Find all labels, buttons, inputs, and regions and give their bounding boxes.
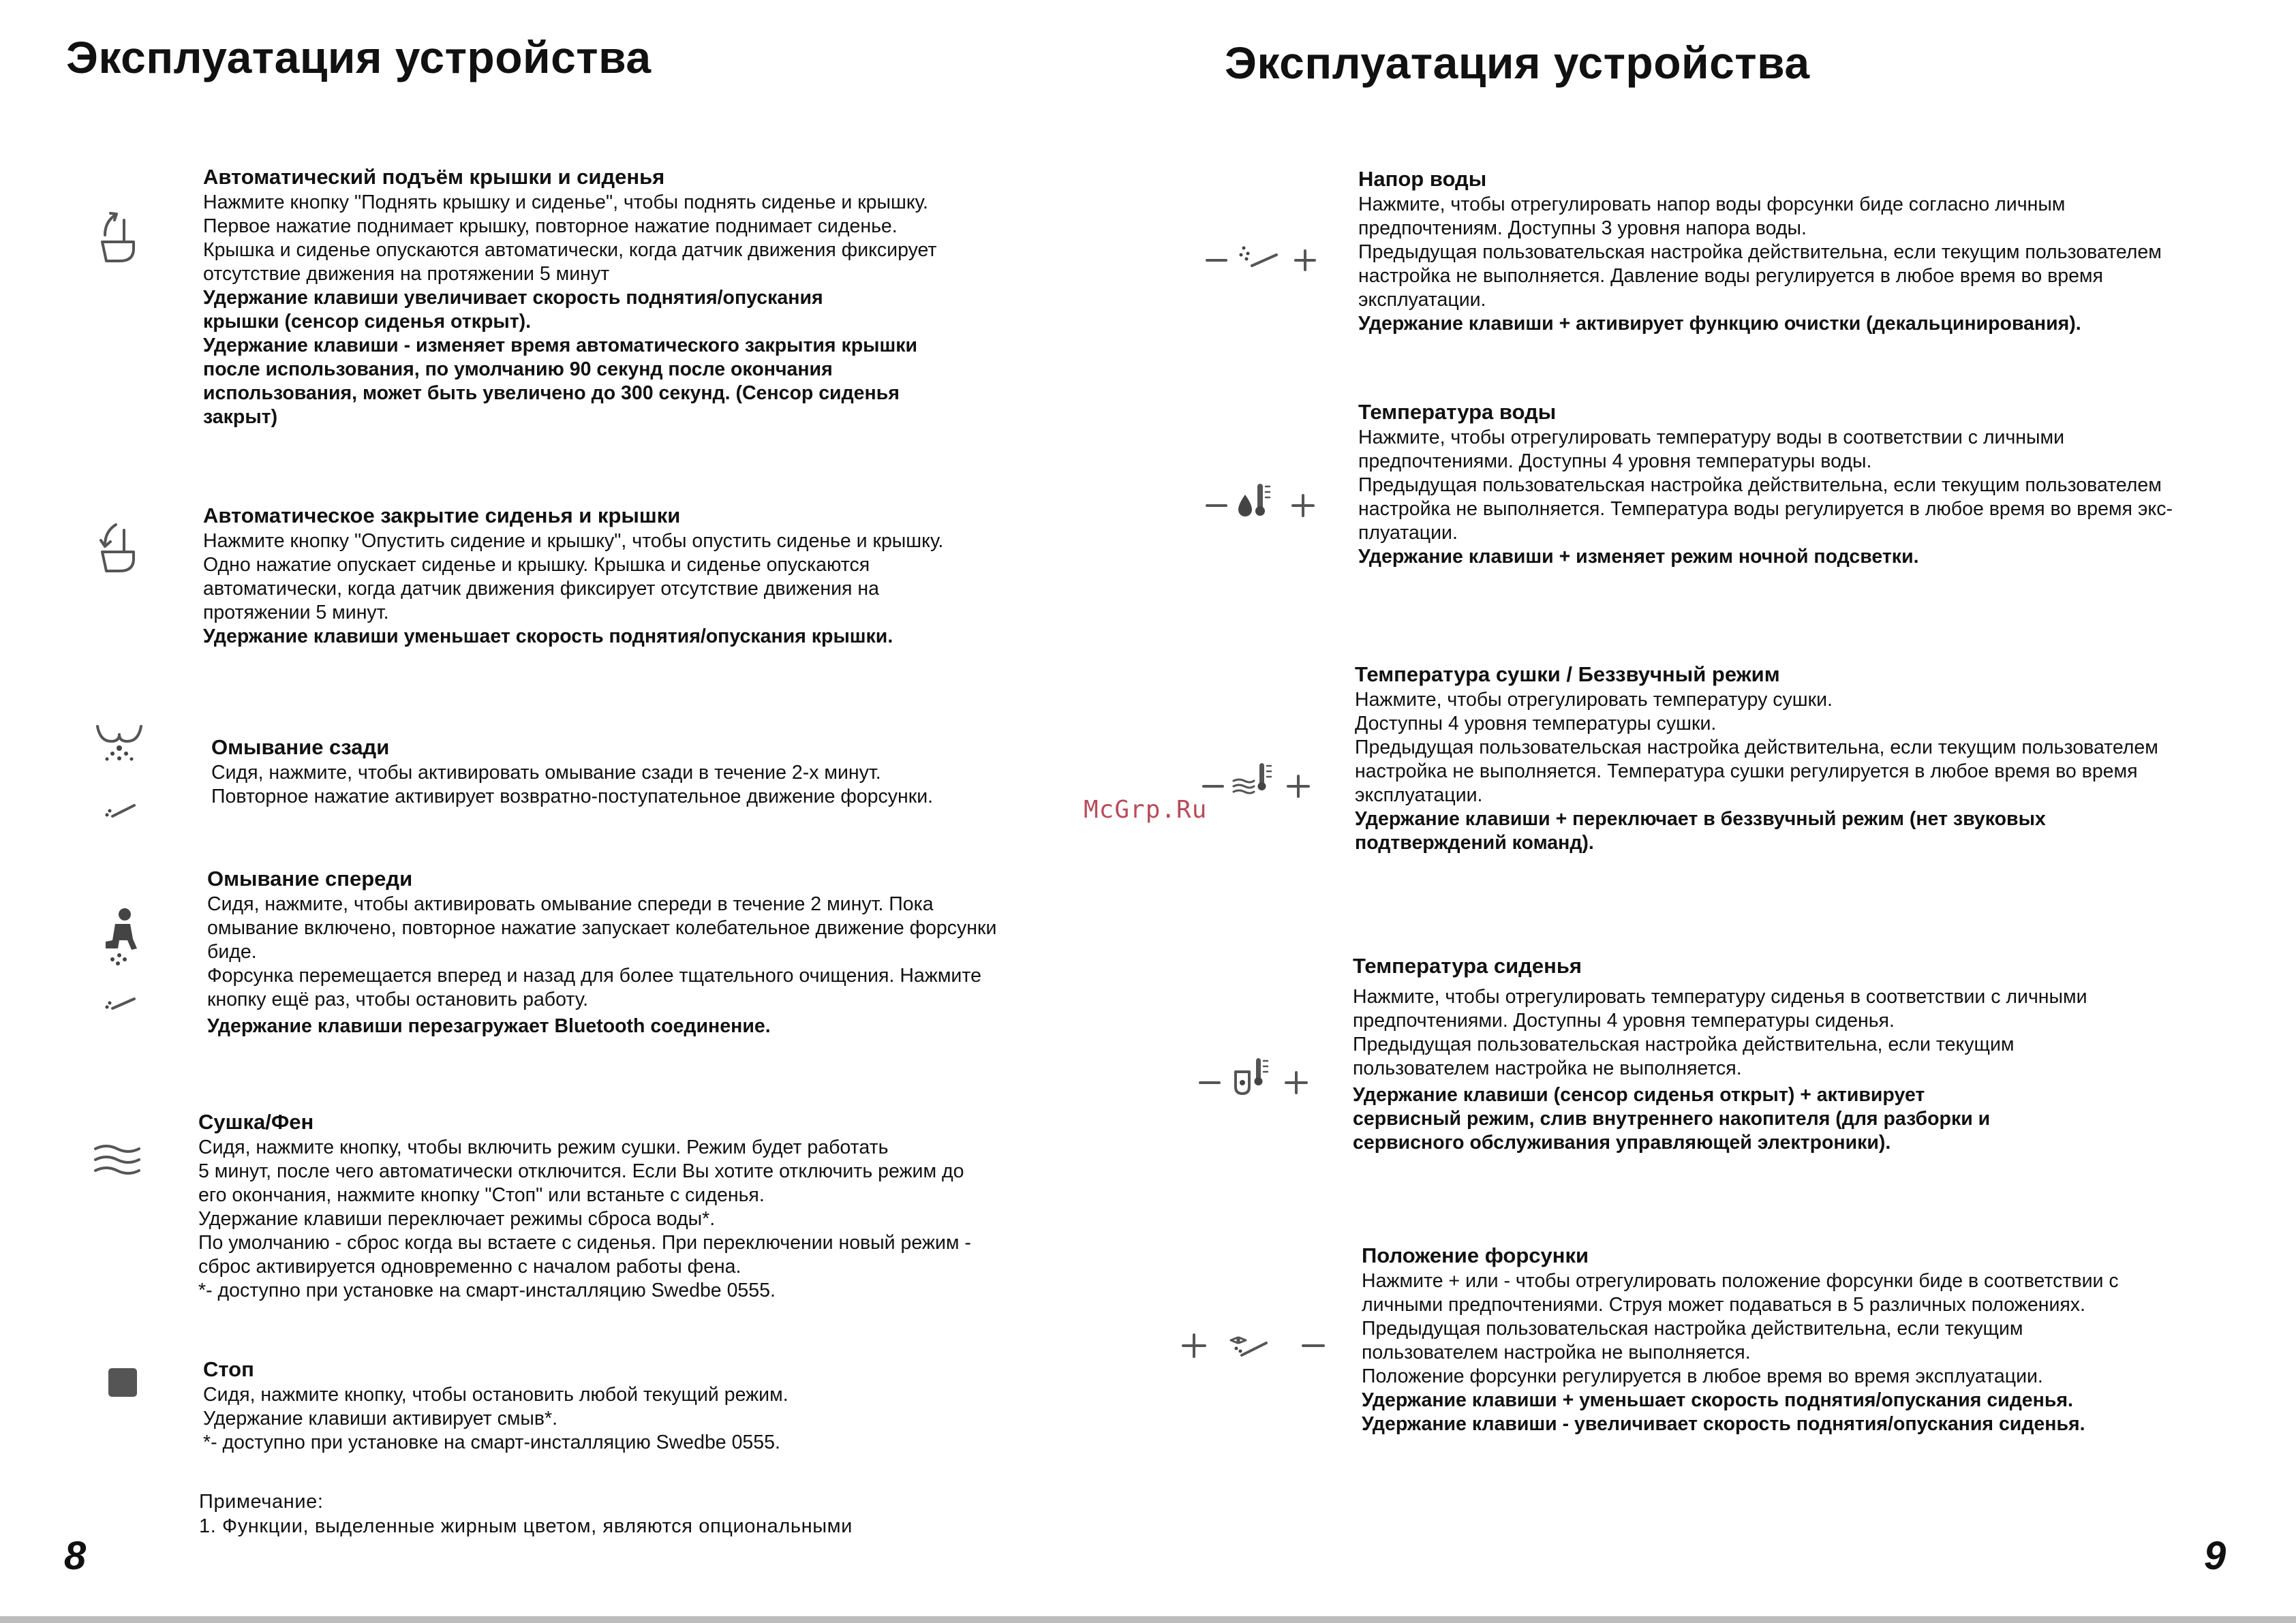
text-line: настройка не выполняется. Давление воды регулируется в любое время во время (1358, 265, 2103, 287)
bold-text-line: Удержание клавиши увеличивает скорость поднятия/опускания (203, 287, 823, 309)
text-line: 5 минут, после чего автоматически отключится. Если Вы хотите отключить режим до (198, 1160, 964, 1182)
text-line: плуатации. (1358, 522, 1458, 544)
text-line: настройка не выполняется. Температура воды регулируется в любое время во время экс- (1358, 498, 2173, 520)
section-heading: Автоматический подъём крышки и сиденья (203, 165, 665, 189)
text-line: его окончания, нажмите кнопку "Стоп" или встаньте с сиденья. (198, 1184, 765, 1206)
section-heading: Температура сушки / Беззвучный режим (1355, 662, 1780, 686)
text-line: Предыдущая пользовательская настройка действительна, если текущим (1353, 1034, 2015, 1055)
text-line: биде. (207, 941, 257, 963)
text-line: Удержание клавиши активирует смыв*. (203, 1408, 558, 1429)
section-heading: Стоп (203, 1357, 254, 1381)
section-heading: Сушка/Фен (198, 1110, 314, 1134)
bold-text-line: после использования, по умолчанию 90 секунд после окончания (203, 358, 833, 380)
text-line: Удержание клавиши переключает режимы сброса воды*. (198, 1208, 716, 1230)
text-line: Нажмите + или - чтобы отрегулировать положение форсунки биде в соответствии с (1362, 1270, 2119, 1292)
bold-text-line: Удержание клавиши - изменяет время автоматического закрытия крышки (203, 335, 918, 356)
left-page-number: 8 (64, 1534, 87, 1578)
water-temperature-icon (1203, 477, 1319, 525)
dryer-temperature-icon (1199, 758, 1315, 805)
seat-temperature-icon (1196, 1053, 1312, 1100)
section-water-pressure (1358, 166, 2258, 336)
text-line: сброс активируется одновременно с началом работы фена. (198, 1256, 741, 1278)
text-line: Сидя, нажмите, чтобы активировать омывание спереди в течение 2 минут. Пока (207, 893, 934, 915)
lid-open-icon (95, 208, 143, 266)
water-pressure-icon (1203, 240, 1319, 281)
bold-text-line: Удержание клавиши - увеличивает скорость поднятия/опускания сиденья. (1362, 1413, 2085, 1435)
section-lid-open (203, 164, 1089, 429)
text-line: эксплуатации. (1358, 289, 1486, 311)
bold-text-line: Удержание клавиши (сенсор сиденья открыт) + активирует (1353, 1084, 1925, 1106)
bold-text-line: подтверждений команд). (1355, 832, 1594, 854)
section-water-temperature (1358, 399, 2258, 569)
bold-text-line: Удержание клавиши + переключает в беззвучный режим (нет звуковых (1355, 808, 2046, 830)
section-heading: Напор воды (1358, 167, 1487, 191)
text-line: Предыдущая пользовательская настройка действительна, если текущим пользователем (1358, 474, 2162, 496)
text-line: Нажмите, чтобы отрегулировать напор воды форсунки биде согласно личным (1358, 194, 2066, 215)
text-line: Сидя, нажмите, чтобы активировать омывание сзади в течение 2-х минут. (211, 762, 881, 784)
section-heading: Положение форсунки (1362, 1243, 1589, 1267)
footnote-label: Примечание: (199, 1491, 324, 1513)
text-line: Форсунка перемещается вперед и назад для более тщательного очищения. Нажмите (207, 965, 981, 987)
text-line: Нажмите, чтобы отрегулировать температуру сушки. (1355, 689, 1833, 711)
bold-text-line: Удержание клавиши + активирует функцию очистки (декальцинирования). (1358, 313, 2081, 335)
section-dryer-temperature (1355, 661, 2254, 855)
section-heading: Температура воды (1358, 400, 1557, 424)
text-line: пользователем настройка не выполняется. (1362, 1342, 1751, 1363)
section-lid-close (203, 502, 1089, 649)
watermark: McGrp.Ru (1084, 796, 1208, 824)
text-line: Нажмите, чтобы отрегулировать температуру воды в соответствии с личными (1358, 427, 2065, 448)
bold-text-line: использования, может быть увеличено до 300 секунд. (Сенсор сиденья (203, 382, 900, 404)
text-line: Повторное нажатие активирует возвратно-поступательное движение форсунки. (211, 786, 934, 807)
right-page-title: Эксплуатация устройства (1225, 37, 1810, 88)
section-rear-wash (211, 734, 1097, 809)
text-line: Предыдущая пользовательская настройка действительна, если текущим (1362, 1318, 2023, 1340)
section-front-wash (207, 865, 1093, 1038)
text-line: *- доступно при установке на смарт-инсталляцию Swedbe 0555. (203, 1432, 780, 1453)
bold-text-line: Удержание клавиши уменьшает скорость поднятия/опускания крышки. (203, 625, 893, 647)
rear-wash-icon (92, 721, 147, 830)
text-line: Доступны 4 уровня температуры сушки. (1355, 713, 1717, 735)
nozzle-position-icon (1179, 1325, 1329, 1366)
text-line: Нажмите кнопку "Опустить сидение и крышку", чтобы опустить сиденье и крышку. (203, 530, 944, 552)
text-line: Крышка и сиденье опускаются автоматически, когда датчик движения фиксирует (203, 239, 937, 261)
bottom-divider (0, 1616, 2296, 1623)
bold-text-line: Удержание клавиши + уменьшает скорость поднятия/опускания сиденья. (1362, 1389, 2073, 1411)
front-wash-icon (92, 906, 147, 1015)
bold-text-line: сервисного обслуживания управляющей электроники). (1353, 1132, 1891, 1154)
bold-text-line: Удержание клавиши перезагружает Bluetooth соединение. (207, 1015, 771, 1037)
text-line: Сидя, нажмите кнопку, чтобы включить режим сушки. Режим будет работать (198, 1137, 889, 1158)
text-line: настройка не выполняется. Температура сушки регулируется в любое время во время (1355, 760, 2138, 782)
text-line: Первое нажатие поднимает крышку, повторное нажатие поднимает сиденье. (203, 215, 898, 237)
text-line: *- доступно при установке на смарт-инсталляцию Swedbe 0555. (198, 1280, 776, 1301)
section-nozzle-position (1362, 1242, 2261, 1436)
text-line: Предыдущая пользовательская настройка действительна, если текущим пользователем (1355, 737, 2158, 758)
text-line: Одно нажатие опускает сиденье и крышку. Крышка и сиденье опускаются (203, 554, 870, 576)
text-line: протяжении 5 минут. (203, 602, 389, 623)
text-line: омывание включено, повторное нажатие запускает колебательное движение форсунки (207, 917, 997, 939)
bold-text-line: сервисный режим, слив внутреннего накопителя (для разборки и (1353, 1108, 1991, 1130)
text-line: предпочтениями. Доступны 4 уровня температуры сиденья. (1353, 1010, 1895, 1032)
text-line: автоматически, когда датчик движения фиксирует отсутствие движения на (203, 578, 879, 600)
text-line: пользователем настройка не выполняется. (1353, 1057, 1742, 1079)
right-page-number: 9 (2204, 1534, 2226, 1578)
text-line: Сидя, нажмите кнопку, чтобы остановить любой текущий режим. (203, 1384, 789, 1406)
bold-text-line: закрыт) (203, 406, 278, 428)
left-page-title: Эксплуатация устройства (66, 32, 652, 82)
bold-text-line: Удержание клавиши + изменяет режим ночной подсветки. (1358, 546, 1919, 568)
footnote-text: 1. Функции, выделенные жирным цветом, являются опциональными (199, 1515, 853, 1537)
lid-close-icon (95, 518, 143, 576)
dryer-icon (94, 1143, 142, 1177)
footnote (199, 1489, 853, 1539)
text-line: предпочтениями. Доступны 4 уровня температуры воды. (1358, 450, 1872, 472)
text-line: По умолчанию - сброс когда вы встаете с сиденья. При переключении новый режим - (198, 1232, 971, 1254)
stop-icon (108, 1368, 137, 1397)
text-line: кнопку ещё раз, чтобы остановить работу. (207, 989, 589, 1010)
text-line: Положение форсунки регулируется в любое время во время эксплуатации. (1362, 1365, 2043, 1387)
section-heading: Омывание сзади (211, 735, 390, 759)
text-line: Нажмите кнопку "Поднять крышку и сиденье", чтобы поднять сиденье и крышку. (203, 191, 928, 213)
section-stop (203, 1356, 1089, 1455)
text-line: отсутствие движения на протяжении 5 минут (203, 263, 610, 285)
bold-text-line: крышки (сенсор сиденья открыт). (203, 311, 532, 333)
text-line: личными предпочтениями. Струя может подаваться в 5 различных положениях. (1362, 1294, 2085, 1316)
text-line: эксплуатации. (1355, 784, 1483, 806)
section-dryer (198, 1109, 1084, 1303)
section-heading: Омывание спереди (207, 867, 413, 891)
section-seat-temperature (1353, 953, 2252, 1155)
text-line: предпочтениям. Доступны 3 уровня напора воды. (1358, 217, 1807, 239)
text-line: Предыдущая пользовательская настройка действительна, если текущим пользователем (1358, 241, 2162, 263)
text-line: Нажмите, чтобы отрегулировать температуру сиденья в соответствии с личными (1353, 986, 2087, 1008)
section-heading: Автоматическое закрытие сиденья и крышки (203, 504, 681, 527)
section-heading: Температура сиденья (1353, 954, 1582, 978)
